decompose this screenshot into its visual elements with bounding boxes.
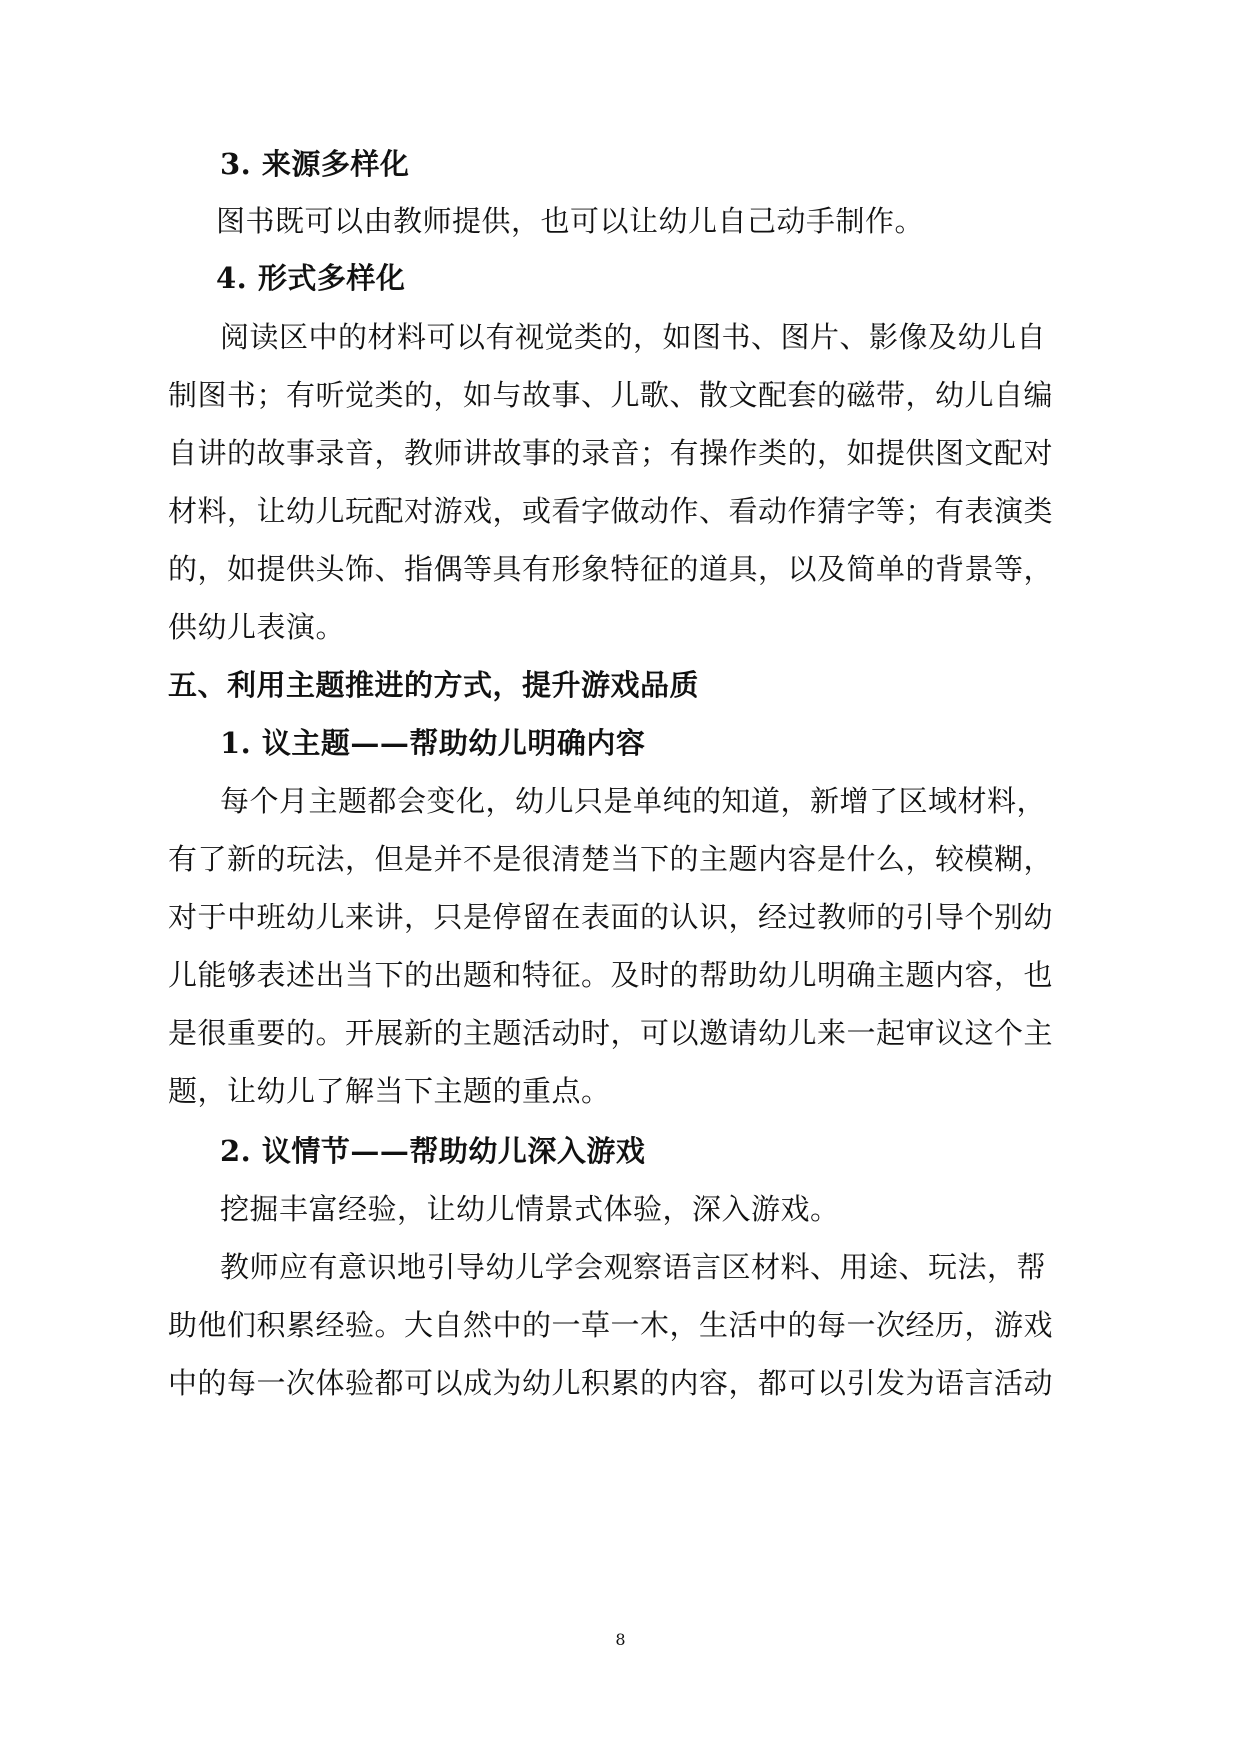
paragraph-line: 供幼儿表演。 [168, 610, 346, 644]
paragraph-line: 自讲的故事录音，教师讲故事的录音；有操作类的，如提供图文配对 [168, 436, 1054, 470]
paragraph-line: 儿能够表述出当下的出题和特征。及时的帮助幼儿明确主题内容，也 [168, 958, 1054, 992]
section-heading-five: 五、利用主题推进的方式，提升游戏品质 [168, 668, 700, 702]
paragraph-line: 教师应有意识地引导幼儿学会观察语言区材料、用途、玩法，帮 [220, 1250, 1047, 1284]
paragraph-line: 的，如提供头饰、指偶等具有形象特征的道具，以及简单的背景等， [168, 552, 1054, 586]
subheading-form-diversity: 4. 形式多样化 [216, 261, 406, 295]
paragraph-line: 中的每一次体验都可以成为幼儿积累的内容，都可以引发为语言活动 [168, 1366, 1054, 1400]
subheading-source-diversity: 3. 来源多样化 [220, 147, 410, 181]
paragraph-line: 助他们积累经验。大自然中的一草一木，生活中的每一次经历，游戏 [168, 1308, 1054, 1342]
subheading-discuss-theme: 1. 议主题——帮助幼儿明确内容 [220, 726, 646, 760]
paragraph-line: 对于中班幼儿来讲，只是停留在表面的认识，经过教师的引导个别幼 [168, 900, 1054, 934]
page-number: 8 [615, 1630, 626, 1649]
subheading-discuss-plot: 2. 议情节——帮助幼儿深入游戏 [220, 1134, 646, 1168]
paragraph-line: 挖掘丰富经验，让幼儿情景式体验，深入游戏。 [220, 1192, 840, 1226]
paragraph-line: 图书既可以由教师提供，也可以让幼儿自己动手制作。 [216, 204, 925, 238]
paragraph-line: 有了新的玩法，但是并不是很清楚当下的主题内容是什么，较模糊， [168, 842, 1054, 876]
paragraph-line: 阅读区中的材料可以有视觉类的，如图书、图片、影像及幼儿自 [220, 320, 1047, 354]
paragraph-line: 每个月主题都会变化，幼儿只是单纯的知道，新增了区域材料， [220, 784, 1047, 818]
paragraph-line: 材料，让幼儿玩配对游戏，或看字做动作、看动作猜字等；有表演类 [168, 494, 1054, 528]
paragraph-line: 制图书；有听觉类的，如与故事、儿歌、散文配套的磁带，幼儿自编 [168, 378, 1054, 412]
paragraph-line: 题，让幼儿了解当下主题的重点。 [168, 1074, 611, 1108]
paragraph-line: 是很重要的。开展新的主题活动时，可以邀请幼儿来一起审议这个主 [168, 1016, 1054, 1050]
